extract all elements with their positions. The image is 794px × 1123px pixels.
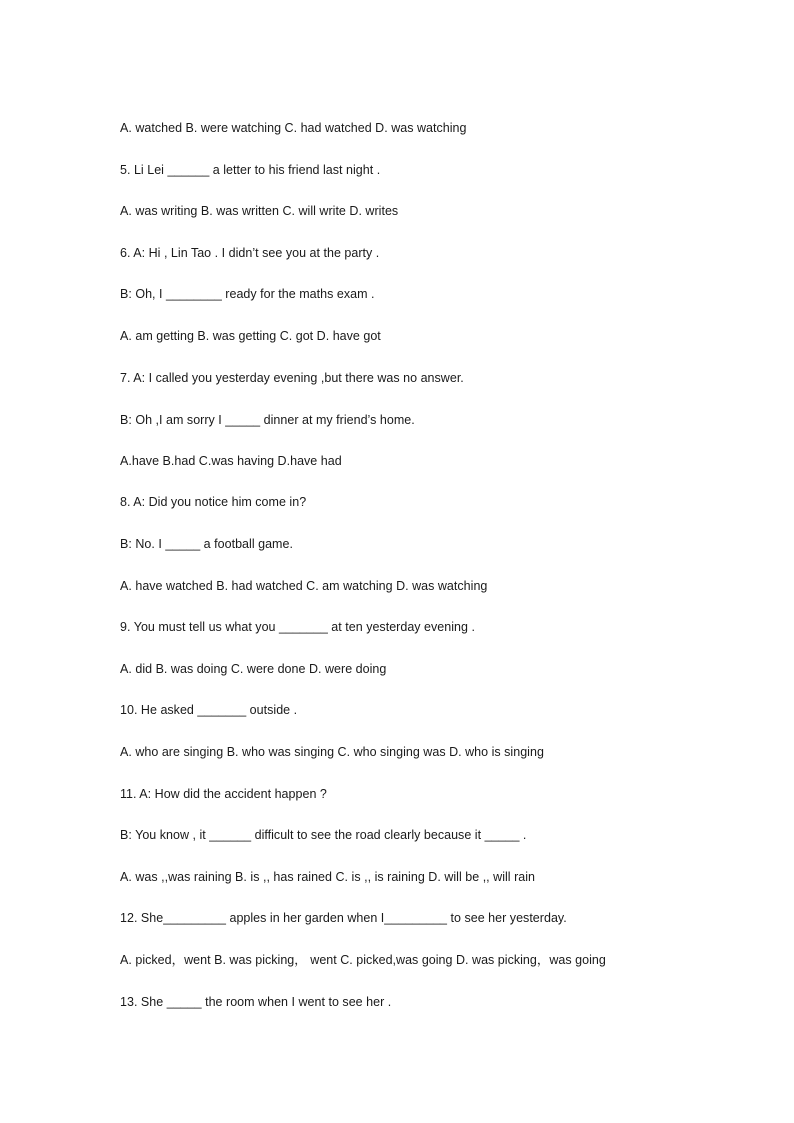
text-line: 5. Li Lei ______ a letter to his friend last night . <box>120 163 381 177</box>
text-line: 13. She _____ the room when I went to see her . <box>120 995 392 1009</box>
text-line: B: You know , it ______ difficult to see the road clearly because it _____ . <box>120 828 527 842</box>
text-line: 6. A: Hi , Lin Tao . I didn’t see you at the party . <box>120 246 380 260</box>
text-line: B: No. I _____ a football game. <box>120 537 293 551</box>
text-line: A. have watched B. had watched C. am watching D. was watching <box>120 579 488 593</box>
text-line: A. was ,,was raining B. is ,, has rained C. is ,, is raining D. will be ,, will rain <box>120 870 536 884</box>
text-line: A. was writing B. was written C. will write D. writes <box>120 204 399 218</box>
text-line: B: Oh ,I am sorry I _____ dinner at my friend’s home. <box>120 413 415 427</box>
text-line: 11. A: How did the accident happen ? <box>120 787 327 801</box>
text-line: B: Oh, I ________ ready for the maths exam . <box>120 287 375 301</box>
text-line: A.have B.had C.was having D.have had <box>120 454 342 468</box>
text-line: A. did B. was doing C. were done D. were doing <box>120 662 387 676</box>
text-line: 8. A: Did you notice him come in? <box>120 495 307 509</box>
text-line: 12. She_________ apples in her garden when I_________ to see her yesterday. <box>120 911 567 925</box>
text-line: A. am getting B. was getting C. got D. have got <box>120 329 381 343</box>
text-line: 10. He asked _______ outside . <box>120 703 298 717</box>
text-line: A. who are singing B. who was singing C. who singing was D. who is singing <box>120 745 544 759</box>
text-line: 7. A: I called you yesterday evening ,but there was no answer. <box>120 371 464 385</box>
text-line: A. picked，went B. was picking， went C. picked,was going D. was picking，was going <box>120 953 606 967</box>
text-line: A. watched B. were watching C. had watched D. was watching <box>120 121 467 135</box>
text-line: 9. You must tell us what you _______ at ten yesterday evening . <box>120 620 475 634</box>
